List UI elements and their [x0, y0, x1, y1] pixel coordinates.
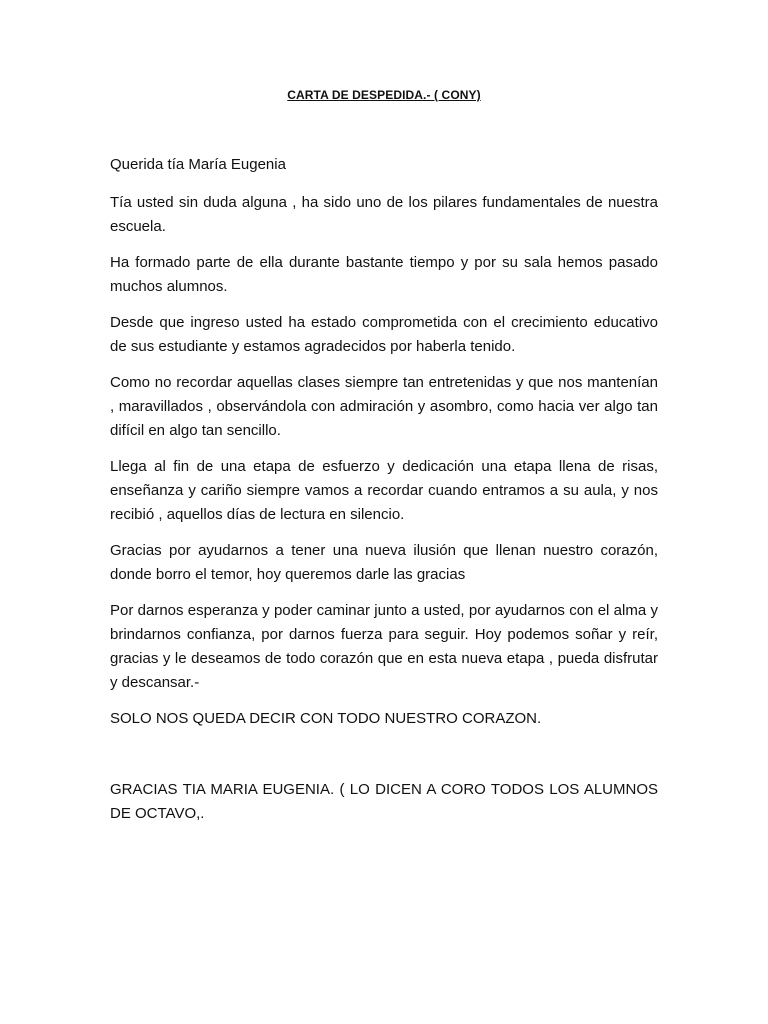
- letter-paragraph-1: Tía usted sin duda alguna , ha sido uno de los pilares fundamentales de nuestra escuela.: [110, 194, 658, 235]
- letter-signoff: GRACIAS TIA MARIA EUGENIA. ( LO DICEN A CORO TODOS LOS ALUMNOS DE OCTAVO,.: [110, 781, 658, 822]
- letter-paragraph-5: Llega al fin de una etapa de esfuerzo y dedicación una etapa llena de risas, enseñanza y cariño siempre vamos a recordar cuando entramos a su aula, y nos recibió , aquellos días de lectura en silencio.: [110, 458, 658, 523]
- document-title: CARTA DE DESPEDIDA.- ( CONY): [287, 88, 481, 102]
- letter-greeting: Querida tía María Eugenia: [110, 156, 286, 173]
- letter-paragraph-6: Gracias por ayudarnos a tener una nueva ilusión que llenan nuestro corazón, donde borro el temor, hoy queremos darle las gracias: [110, 542, 658, 583]
- letter-paragraph-7: Por darnos esperanza y poder caminar junto a usted, por ayudarnos con el alma y brindarnos confianza, por darnos fuerza para seguir. Hoy podemos soñar y reír, gracias y le deseamos de todo corazón que en esta nueva etapa , pueda disfrutar y descansar.-: [110, 602, 658, 691]
- letter-body: [110, 153, 658, 838]
- letter-closing-line: SOLO NOS QUEDA DECIR CON TODO NUESTRO CORAZON.: [110, 710, 542, 727]
- letter-paragraph-4: Como no recordar aquellas clases siempre tan entretenidas y que nos mantenían , maravillados , observándola con admiración y asombro, como hacia ver algo tan difícil en algo tan sencillo.: [110, 374, 658, 439]
- letter-paragraph-2: Ha formado parte de ella durante bastante tiempo y por su sala hemos pasado muchos alumnos.: [110, 254, 658, 295]
- letter-paragraph-3: Desde que ingreso usted ha estado comprometida con el crecimiento educativo de sus estudiante y estamos agradecidos por haberla tenido.: [110, 314, 658, 355]
